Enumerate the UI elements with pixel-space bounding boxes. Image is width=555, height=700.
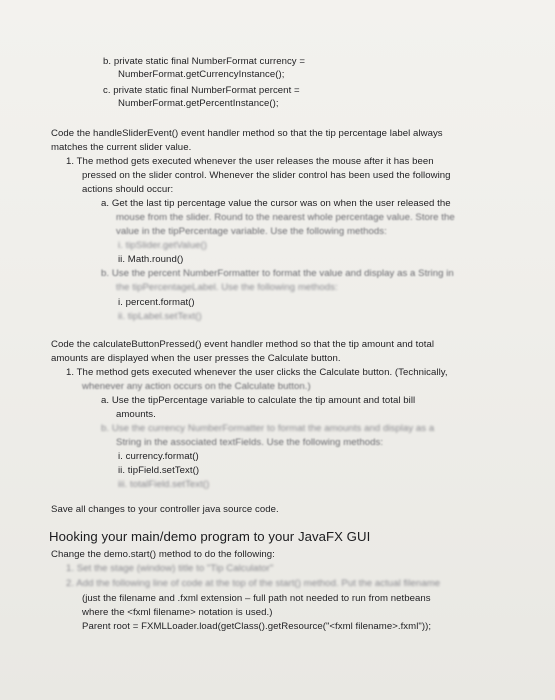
text-line: NumberFormat.getPercentInstance();: [118, 98, 279, 109]
text-line: mouse from the slider. Round to the nearest whole percentage value. Store the: [116, 212, 455, 223]
text-line: c. private static final NumberFormat percent =: [103, 85, 300, 96]
text-line: (just the filename and .fxml extension – full path not needed to run from netbeans: [82, 593, 431, 604]
text-line: 2. Add the following line of code at the top of the start() method. Put the actual filename: [66, 578, 441, 589]
text-line: amounts.: [116, 409, 156, 420]
text-line: where the <fxml filename> notation is used.): [82, 607, 273, 618]
text-line: a. Get the last tip percentage value the cursor was on when the user released the: [101, 198, 451, 209]
text-line: Code the handleSliderEvent() event handler method so that the tip percentage label always: [51, 128, 443, 139]
text-line: Change the demo.start() method to do the following:: [51, 549, 275, 560]
text-line: 1. The method gets executed whenever the user clicks the Calculate button. (Technically,: [66, 367, 448, 378]
text-line: i. tipSlider.getValue(): [118, 240, 207, 251]
text-line: b. Use the currency NumberFormatter to format the amounts and display as a: [101, 423, 435, 434]
text-line: the tipPercentageLabel. Use the following methods:: [116, 282, 338, 293]
text-line: i. currency.format(): [118, 451, 199, 462]
text-line: Save all changes to your controller java source code.: [51, 504, 279, 515]
text-line: iii. totalField.setText(): [118, 479, 210, 490]
text-line: b. Use the percent NumberFormatter to format the value and display as a String in: [101, 268, 454, 279]
section-heading: Hooking your main/demo program to your JavaFX GUI: [49, 529, 371, 544]
text-line: actions should occur:: [82, 184, 174, 195]
text-line: i. percent.format(): [118, 297, 195, 308]
text-line: ii. tipField.setText(): [118, 465, 200, 476]
text-line: b. private static final NumberFormat currency =: [103, 56, 306, 67]
text-line: 1. Set the stage (window) title to "Tip Calculator": [66, 563, 274, 574]
text-line: NumberFormat.getCurrencyInstance();: [118, 69, 285, 80]
text-line: pressed on the slider control. Whenever the slider control has been used the following: [82, 170, 451, 181]
text-line: value in the tipPercentage variable. Use the following methods:: [116, 226, 387, 237]
text-line: whenever any action occurs on the Calculate button.): [82, 381, 311, 392]
text-line: Code the calculateButtonPressed() event handler method so that the tip amount and total: [51, 339, 435, 350]
text-line: 1. The method gets executed whenever the user releases the mouse after it has been: [66, 156, 434, 167]
text-line: amounts are displayed when the user presses the Calculate button.: [51, 353, 341, 364]
text-line: Parent root = FXMLLoader.load(getClass().getResource("<fxml filename>.fxml"));: [82, 621, 432, 632]
text-line: String in the associated textFields. Use the following methods:: [116, 437, 384, 448]
text-line: ii. Math.round(): [118, 254, 184, 265]
text-line: a. Use the tipPercentage variable to calculate the tip amount and total bill: [101, 395, 416, 406]
text-line: matches the current slider value.: [51, 142, 192, 153]
text-line: ii. tipLabel.setText(): [118, 311, 202, 322]
